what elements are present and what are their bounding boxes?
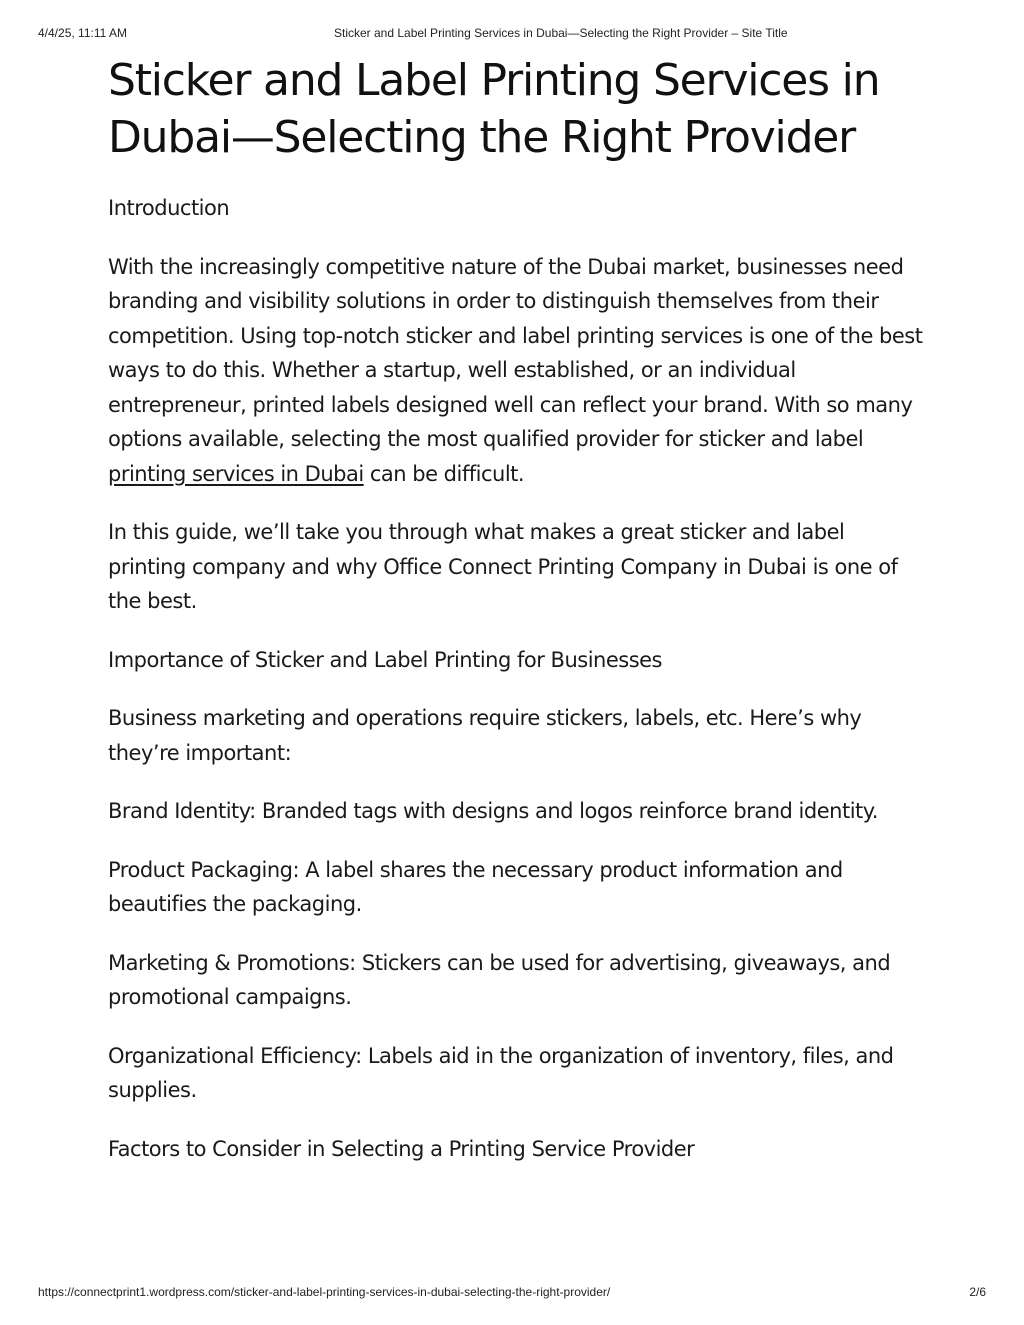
product-packaging-item: Product Packaging: A label shares the necessary product information and beautifies the packaging.	[108, 857, 843, 916]
organizational-efficiency-item: Organizational Efficiency: Labels aid in the organization of inventory, files, and supplies.	[108, 1043, 894, 1102]
print-url: https://connectprint1.wordpress.com/sticker-and-label-printing-services-in-dubai-selecting-the-right-provider/	[38, 1285, 611, 1299]
print-page-title: Sticker and Label Printing Services in Dubai—Selecting the Right Provider – Site Title	[334, 26, 788, 40]
factors-heading: Factors to Consider in Selecting a Printing Service Provider	[108, 1136, 695, 1161]
printing-services-dubai-link[interactable]: printing services in Dubai	[108, 461, 364, 486]
guide-paragraph: In this guide, we’ll take you through what makes a great sticker and label printing company and why Office Connect Printing Company in Dubai is one of the best.	[108, 520, 898, 613]
article-title: Sticker and Label Printing Services in Dubai—Selecting the Right Provider	[108, 55, 880, 163]
intro-paragraph-text: With the increasingly competitive nature of the Dubai market, businesses need branding and visibility solutions in order to distinguish themselves from their competition. Using top-notch sticker and label printing services is one of the best ways to do this. Whether a startup, well established, or an individual entrepreneur, printed labels designed well can reflect your brand. With so many options available, selecting the most qualified provider for sticker and label	[108, 254, 923, 451]
intro-paragraph-end: can be difficult.	[363, 461, 525, 486]
print-footer	[38, 1285, 986, 1301]
intro-paragraph	[108, 250, 923, 492]
importance-heading: Importance of Sticker and Label Printing for Businesses	[108, 647, 662, 672]
marketing-promotions-item: Marketing & Promotions: Stickers can be used for advertising, giveaways, and promotional campaigns.	[108, 950, 891, 1009]
print-header	[38, 26, 986, 42]
print-date: 4/4/25, 11:11 AM	[38, 26, 127, 40]
article-body	[108, 52, 923, 1166]
intro-heading: Introduction	[108, 196, 230, 220]
brand-identity-item: Brand Identity: Branded tags with designs and logos reinforce brand identity.	[108, 799, 878, 823]
page-number: 2/6	[969, 1285, 986, 1299]
importance-paragraph: Business marketing and operations require stickers, labels, etc. Here’s why they’re important:	[108, 706, 862, 765]
